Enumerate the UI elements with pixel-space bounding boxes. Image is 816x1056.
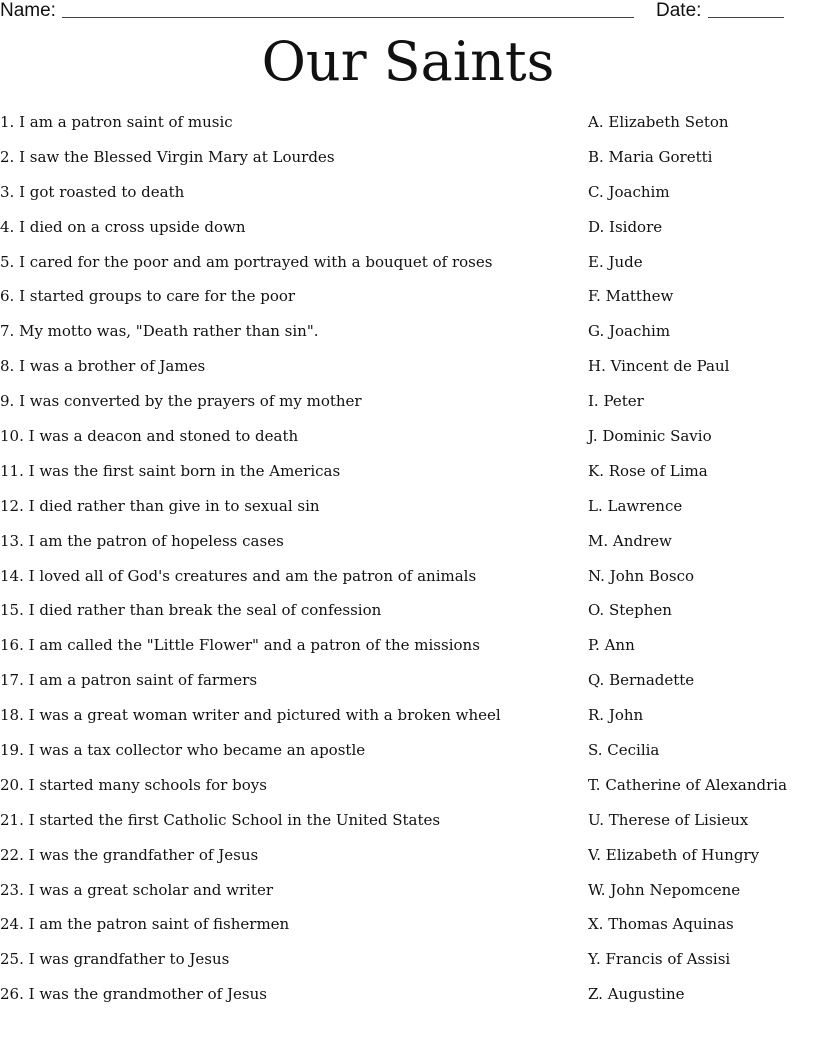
clue-item: 8. I was a brother of James [0,357,206,376]
clue-item: 25. I was grandfather to Jesus [0,950,230,969]
answer-item: C. Joachim [588,182,670,201]
answer-item: S. Cecilia [588,741,660,760]
clue-item: 23. I was a great scholar and writer [0,880,273,899]
answer-item: K. Rose of Lima [588,461,708,480]
answer-item: O. Stephen [588,601,672,620]
answer-item: W. John Nepomcene [588,880,741,899]
clue-item: 14. I loved all of God's creatures and am the patron of animals [0,566,477,585]
worksheet-header [0,0,816,24]
name-blank-line [62,17,634,18]
answer-item: J. Dominic Savio [588,427,712,446]
clue-list [0,112,580,1019]
clue-item: 18. I was a great woman writer and pictured with a broken wheel [0,706,501,725]
answer-item: U. Therese of Lisieux [588,810,749,829]
answer-item: M. Andrew [588,531,672,550]
answer-item: B. Maria Goretti [588,147,713,166]
clue-item: 26. I was the grandmother of Jesus [0,985,267,1004]
answer-list [588,112,816,1019]
clue-item: 4. I died on a cross upside down [0,217,246,236]
clue-item: 17. I am a patron saint of farmers [0,671,258,690]
answer-item: I. Peter [588,392,644,411]
clue-item: 22. I was the grandfather of Jesus [0,845,259,864]
clue-item: 19. I was a tax collector who became an apostle [0,741,366,760]
answer-item: V. Elizabeth of Hungry [588,845,760,864]
answer-item: E. Jude [588,252,643,271]
answer-item: D. Isidore [588,217,663,236]
clue-item: 6. I started groups to care for the poor [0,287,296,306]
clue-item: 11. I was the first saint born in the Americas [0,461,341,480]
answer-item: P. Ann [588,636,635,655]
answer-item: A. Elizabeth Seton [588,113,729,131]
clue-item: 1. I am a patron saint of music [0,113,233,131]
clue-item: 16. I am called the "Little Flower" and a patron of the missions [0,636,480,655]
answer-item: Y. Francis of Assisi [588,950,731,969]
clue-item: 13. I am the patron of hopeless cases [0,531,284,550]
date-label: Date: [656,0,702,21]
answer-item: F. Matthew [588,287,674,306]
clue-item: 10. I was a deacon and stoned to death [0,427,299,446]
clue-item: 12. I died rather than give in to sexual sin [0,496,320,515]
answer-item: G. Joachim [588,322,671,341]
clue-item: 2. I saw the Blessed Virgin Mary at Lourdes [0,147,335,166]
answer-item: R. John [588,706,644,725]
clue-item: 9. I was converted by the prayers of my mother [0,392,362,411]
clue-item: 20. I started many schools for boys [0,775,267,794]
answer-item: Z. Augustine [588,985,685,1004]
clue-item: 5. I cared for the poor and am portrayed with a bouquet of roses [0,252,493,271]
clue-item: 3. I got roasted to death [0,182,185,201]
clue-item: 15. I died rather than break the seal of confession [0,601,382,620]
clue-item: 21. I started the first Catholic School in the United States [0,810,441,829]
clue-item: 24. I am the patron saint of fishermen [0,915,290,934]
name-label: Name: [0,0,56,21]
answer-item: Q. Bernadette [588,671,695,690]
date-blank-line [708,17,784,18]
answer-item: T. Catherine of Alexandria [588,775,788,794]
answer-item: H. Vincent de Paul [588,357,730,376]
answer-item: L. Lawrence [588,496,683,515]
clue-item: 7. My motto was, "Death rather than sin". [0,322,319,341]
answer-item: X. Thomas Aquinas [588,915,734,934]
answer-item: N. John Bosco [588,566,695,585]
page-title: Our Saints [261,30,555,93]
